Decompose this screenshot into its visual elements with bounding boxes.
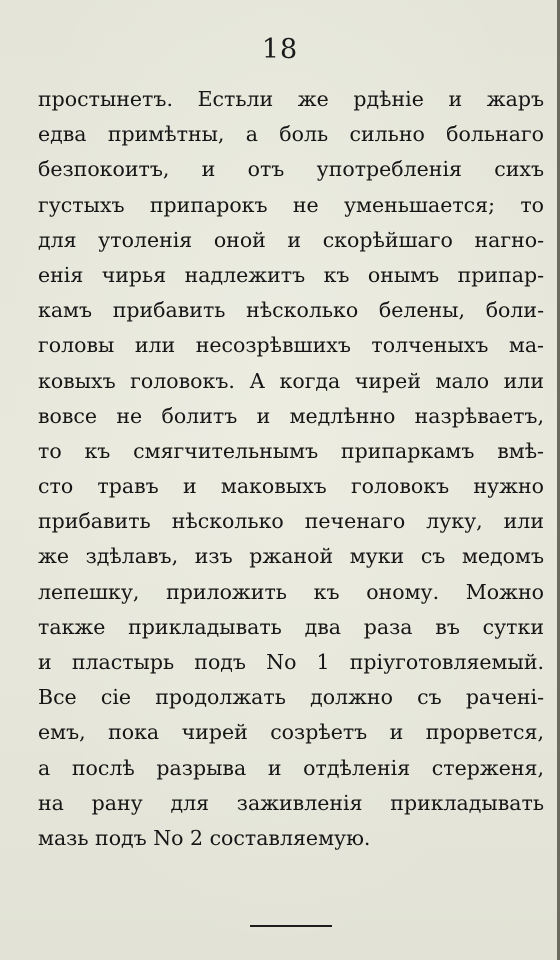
body-text	[38, 82, 544, 856]
text-line: простынетъ. Естьли же рдѣніе и жаръ	[38, 87, 544, 111]
text-line: также прикладывать два раза въ сутки	[38, 614, 544, 639]
text-line: Все сіе продолжать должно съ рачені-	[38, 685, 544, 710]
page-number: 18	[261, 34, 299, 65]
text-line: мазь подъ No 2 составляемую.	[38, 825, 371, 850]
text-line: а послѣ разрыва и отдѣленія стерженя,	[38, 755, 544, 780]
text-line: ковыхъ головокъ. А когда чирей мало или	[38, 368, 544, 393]
text-line: емъ, пока чирей созрѣетъ и прорвется,	[38, 720, 544, 745]
text-line: на рану для заживленія прикладывать	[38, 790, 544, 815]
text-line: енія чирья надлежитъ къ онымъ припар-	[38, 262, 544, 287]
text-line: лепешку, приложить къ оному. Можно	[38, 579, 544, 604]
text-line: головы или несозрѣвшихъ толченыхъ ма-	[38, 333, 544, 358]
text-line: камъ прибавить нѣсколько белены, боли-	[38, 298, 544, 323]
text-line: едва примѣтны, а боль сильно больнаго	[38, 122, 544, 147]
text-line: прибавить нѣсколько печенаго луку, или	[38, 509, 544, 534]
text-line: сто травъ и маковыхъ головокъ нужно	[38, 474, 544, 499]
text-line: и пластырь подъ No 1 пріуготовляемый.	[38, 650, 544, 674]
text-line: же здѣлавъ, изъ ржаной муки съ медомъ	[38, 544, 544, 569]
end-rule	[250, 925, 332, 927]
text-line: вовсе не болитъ и медлѣнно назрѣваетъ,	[38, 403, 544, 428]
text-line: для утоленія оной и скорѣйшаго нагно-	[38, 227, 544, 252]
text-line: безпокоитъ, и отъ употребленія сихъ	[38, 157, 544, 182]
text-line: густыхъ припарокъ не уменьшается; то	[38, 192, 544, 217]
text-line: то къ смягчительнымъ припаркамъ вмѣ-	[38, 438, 544, 463]
